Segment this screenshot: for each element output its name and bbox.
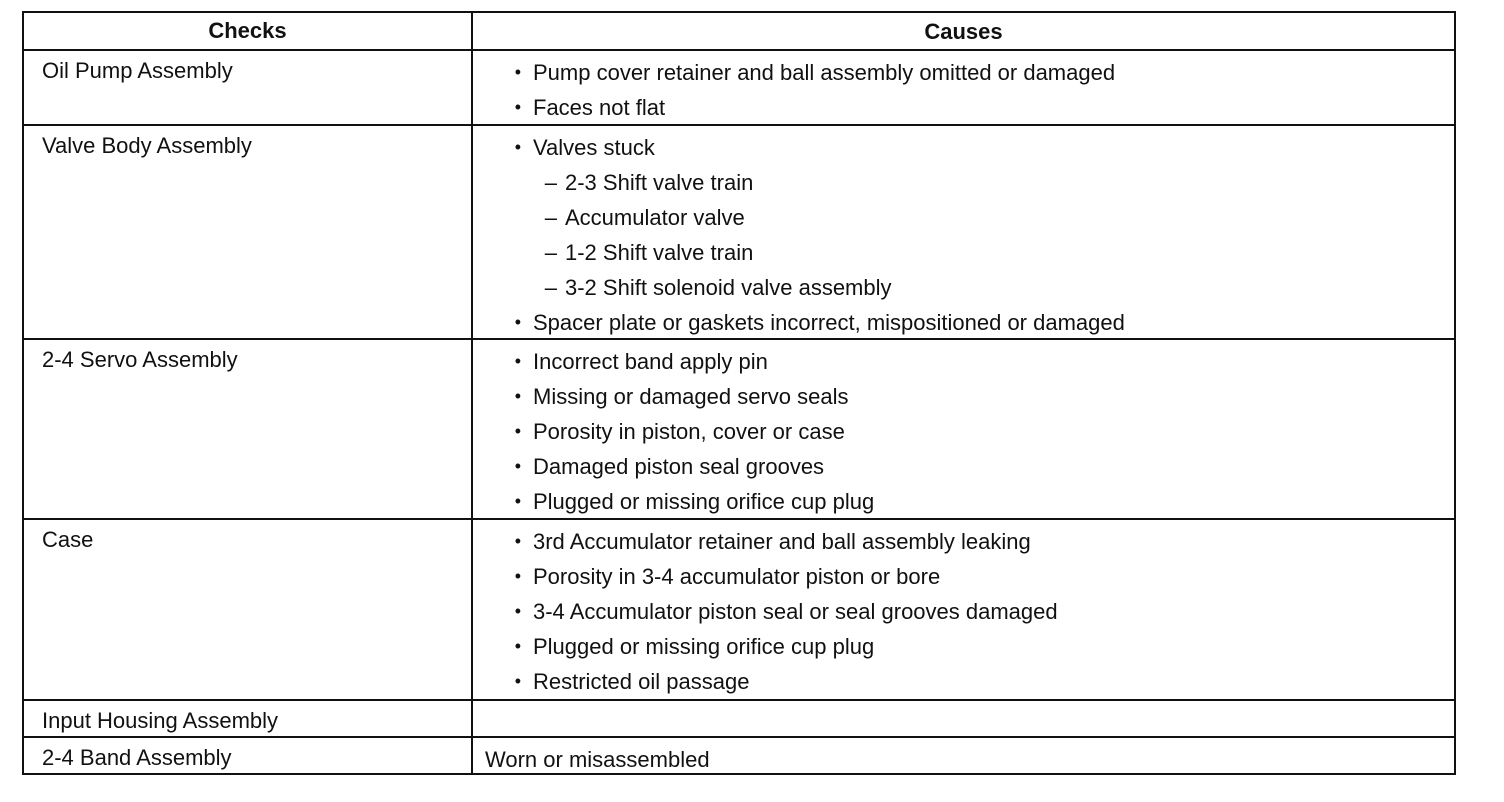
bullet-icon: • [514, 531, 521, 551]
cause-item: • Damaged piston seal grooves [473, 449, 1454, 484]
causes-cell [473, 520, 1454, 699]
bullet-icon: • [514, 601, 521, 621]
causes-cell [473, 51, 1454, 124]
causes-cell [473, 126, 1454, 338]
dash-icon: – [544, 170, 557, 195]
table-header-row [24, 13, 1454, 49]
table-row-case [24, 518, 1454, 699]
cause-item: • 3rd Accumulator retainer and ball assembly leaking [473, 524, 1454, 559]
bullet-icon: • [514, 456, 521, 476]
table-row-band [24, 736, 1454, 773]
bullet-icon: • [514, 312, 521, 332]
causes-header: Causes [924, 19, 1003, 44]
cause-item: • 3-4 Accumulator piston seal or seal grooves damaged [473, 594, 1454, 629]
cause-item: • Plugged or missing orifice cup plug [473, 629, 1454, 664]
cause-item: • Restricted oil passage [473, 664, 1454, 699]
check-cell: 2-4 Band Assembly [24, 738, 473, 773]
cause-item: Worn or misassembled [485, 747, 710, 772]
check-cell: Valve Body Assembly [24, 126, 473, 338]
bullet-icon: • [514, 137, 521, 157]
cause-item: • Pump cover retainer and ball assembly omitted or damaged [473, 55, 1454, 90]
bullet-icon: • [514, 421, 521, 441]
bullet-icon: • [514, 97, 521, 117]
diagnosis-table [22, 11, 1456, 775]
causes-cell [473, 738, 1454, 773]
bullet-icon: • [514, 671, 521, 691]
cause-item: • Spacer plate or gaskets incorrect, mispositioned or damaged [473, 305, 1454, 340]
check-cell: 2-4 Servo Assembly [24, 340, 473, 518]
cause-item: • Porosity in 3-4 accumulator piston or bore [473, 559, 1454, 594]
cause-item: • Porosity in piston, cover or case [473, 414, 1454, 449]
causes-cell [473, 340, 1454, 518]
cause-subitem: – 3-2 Shift solenoid valve assembly [473, 270, 1454, 305]
cause-item: • Valves stuck [473, 130, 1454, 165]
bullet-icon: • [514, 566, 521, 586]
bullet-icon: • [514, 62, 521, 82]
check-cell: Input Housing Assembly [24, 701, 473, 736]
cause-subitem: – 2-3 Shift valve train [473, 165, 1454, 200]
table-row-input-housing [24, 699, 1454, 736]
cause-item: • Plugged or missing orifice cup plug [473, 484, 1454, 519]
table-row-oil-pump [24, 49, 1454, 124]
dash-icon: – [544, 205, 557, 230]
cause-item: • Faces not flat [473, 90, 1454, 125]
checks-header: Checks [24, 13, 473, 49]
check-cell: Oil Pump Assembly [24, 51, 473, 124]
bullet-icon: • [514, 636, 521, 656]
cause-subitem: – 1-2 Shift valve train [473, 235, 1454, 270]
cause-subitem: – Accumulator valve [473, 200, 1454, 235]
cause-item: • Incorrect band apply pin [473, 344, 1454, 379]
cause-item: • Missing or damaged servo seals [473, 379, 1454, 414]
table-row-valve-body [24, 124, 1454, 338]
bullet-icon: • [514, 386, 521, 406]
dash-icon: – [544, 275, 557, 300]
table-row-servo [24, 338, 1454, 518]
causes-cell [473, 701, 1454, 736]
bullet-icon: • [514, 351, 521, 371]
check-cell: Case [24, 520, 473, 699]
dash-icon: – [544, 240, 557, 265]
bullet-icon: • [514, 491, 521, 511]
